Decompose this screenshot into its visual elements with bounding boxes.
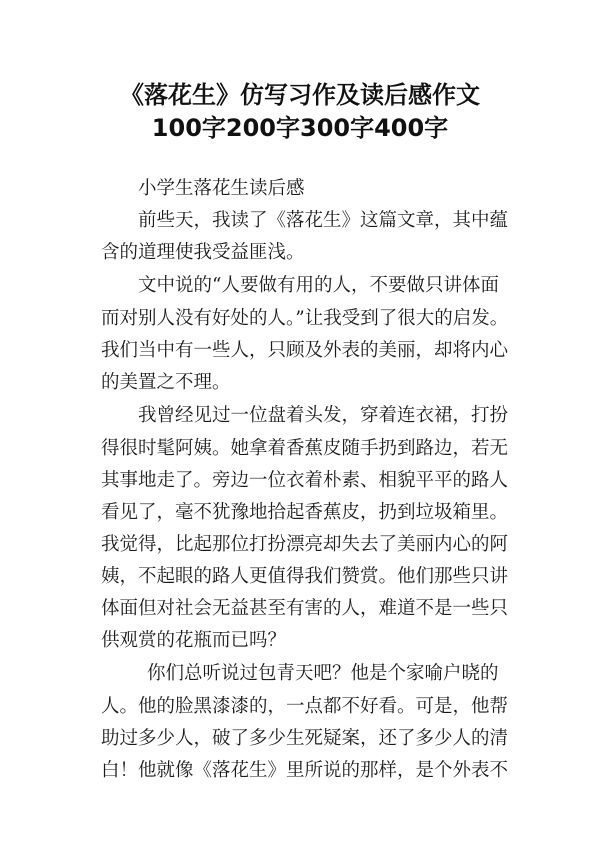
body-line: 人。他的脸黑漆漆的，一点都不好看。可是，他帮 <box>101 696 509 717</box>
body-line: 助过多少人，破了多少生死疑案，还了多少人的清 <box>101 728 509 749</box>
body-line: 我们当中有一些人，只顾及外表的美丽，却将内心 <box>101 340 509 361</box>
body-line: 得很时髦阿姨。她拿着香蕉皮随手扔到路边，若无 <box>101 438 509 459</box>
body-line: 文中说的“人要做有用的人，不要做只讲体面 <box>138 275 499 296</box>
body-line: 前些天，我读了《落花生》这篇文章，其中蕴 <box>138 210 509 231</box>
body-line: 而对别人没有好处的人。”让我受到了很大的启发。 <box>101 308 509 329</box>
body-line: 体面但对社会无益甚至有害的人，难道不是一些只 <box>101 598 509 619</box>
body-line: 供观赏的花瓶而已吗？ <box>101 630 287 651</box>
document-title-line-2: 100字200字300字400字 <box>151 114 449 142</box>
body-line: 我曾经见过一位盘着头发，穿着连衣裙，打扮 <box>138 405 509 426</box>
body-line: 其事地走了。旁边一位衣着朴素、相貌平平的路人 <box>101 470 509 491</box>
body-line: 你们总听说过包青天吧？他是个家喻户晓的 <box>147 663 499 684</box>
body-line: 看见了，毫不犹豫地拾起香蕉皮，扔到垃圾箱里。 <box>101 502 509 523</box>
body-line: 白！他就像《落花生》里所说的那样，是个外表不 <box>101 760 509 781</box>
essay-subtitle: 小学生落花生读后感 <box>138 178 305 199</box>
body-line: 我觉得，比起那位打扮漂亮却失去了美丽内心的阿 <box>101 534 509 555</box>
body-line: 姨，不起眼的路人更值得我们赞赏。他们那些只讲 <box>101 566 509 587</box>
document-title-line-1: 《落花生》仿写习作及读后感作文 <box>120 81 480 109</box>
body-line: 的美置之不理。 <box>101 372 231 393</box>
body-line: 含的道理使我受益匪浅。 <box>101 242 305 263</box>
